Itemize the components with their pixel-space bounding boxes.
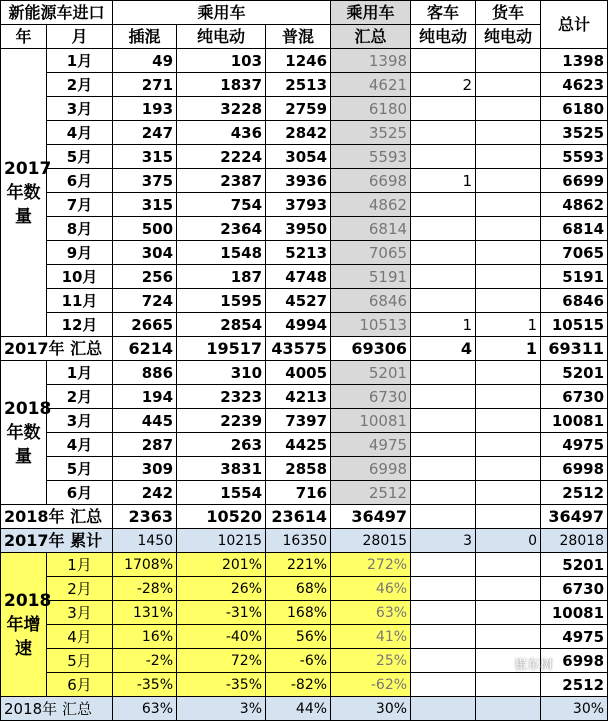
passenger-sum-cell: 4862 — [331, 193, 411, 217]
month-cell: 10月 — [47, 265, 113, 289]
table-row — [1, 97, 608, 121]
total-cell: 6730 — [541, 385, 608, 409]
total-cell: 6998 — [541, 457, 608, 481]
hev-cell: 43575 — [266, 337, 331, 361]
phev-cell: 1450 — [113, 529, 177, 553]
phev-cell: 6214 — [113, 337, 177, 361]
bus-cell: 4 — [411, 337, 476, 361]
passenger-sum-cell: 272% — [331, 553, 411, 577]
table-row — [1, 193, 608, 217]
passenger-sum-cell: 4621 — [331, 73, 411, 97]
bus-cell — [411, 289, 476, 313]
month-cell: 2月 — [47, 577, 113, 601]
total-cell: 2512 — [541, 673, 608, 697]
table-row — [1, 409, 608, 433]
phev-cell: 315 — [113, 193, 177, 217]
passenger-sum-cell: 5201 — [331, 361, 411, 385]
month-cell: 5月 — [47, 649, 113, 673]
passenger-sum-cell: 6698 — [331, 169, 411, 193]
month-cell: 5月 — [47, 457, 113, 481]
month-cell: 4月 — [47, 625, 113, 649]
passenger-sum-cell: 5191 — [331, 265, 411, 289]
header-passenger-sum: 乘用车 — [331, 1, 411, 25]
passenger-sum-cell: 28015 — [331, 529, 411, 553]
bev-cell: 2224 — [177, 145, 266, 169]
phev-cell: 193 — [113, 97, 177, 121]
passenger-sum-cell: 6998 — [331, 457, 411, 481]
truck-cell — [476, 289, 541, 313]
hev-cell: 1246 — [266, 49, 331, 73]
hev-cell: 3054 — [266, 145, 331, 169]
hev-cell: 221% — [266, 553, 331, 577]
hev-cell: 5213 — [266, 241, 331, 265]
table-row — [1, 145, 608, 169]
passenger-sum-cell: 3525 — [331, 121, 411, 145]
hev-cell: 56% — [266, 625, 331, 649]
table-row — [1, 49, 608, 73]
bus-cell — [411, 97, 476, 121]
truck-cell — [476, 433, 541, 457]
bus-cell — [411, 241, 476, 265]
phev-cell: 375 — [113, 169, 177, 193]
total-cell: 6730 — [541, 577, 608, 601]
bus-cell — [411, 385, 476, 409]
total-cell: 7065 — [541, 241, 608, 265]
month-cell: 1月 — [47, 361, 113, 385]
bev-cell: -31% — [177, 601, 266, 625]
truck-cell — [476, 121, 541, 145]
header-title: 新能源车进口 — [1, 1, 113, 25]
header-bev: 纯电动 — [177, 25, 266, 49]
table-row — [1, 385, 608, 409]
month-cell: 4月 — [47, 121, 113, 145]
hev-cell: 2842 — [266, 121, 331, 145]
summary-row — [1, 529, 608, 553]
hev-cell: 23614 — [266, 505, 331, 529]
bus-cell — [411, 601, 476, 625]
passenger-sum-cell: 10513 — [331, 313, 411, 337]
phev-cell: 309 — [113, 457, 177, 481]
passenger-sum-cell: 69306 — [331, 337, 411, 361]
hev-cell: 2759 — [266, 97, 331, 121]
phev-cell: 63% — [113, 697, 177, 721]
bev-cell: 2364 — [177, 217, 266, 241]
bus-cell — [411, 649, 476, 673]
truck-cell — [476, 553, 541, 577]
hev-cell: 4748 — [266, 265, 331, 289]
bev-cell: 2854 — [177, 313, 266, 337]
total-cell: 28018 — [541, 529, 608, 553]
truck-cell: 1 — [476, 313, 541, 337]
month-cell: 2月 — [47, 385, 113, 409]
month-cell: 3月 — [47, 409, 113, 433]
summary-row — [1, 505, 608, 529]
total-cell: 5201 — [541, 361, 608, 385]
bev-cell: 19517 — [177, 337, 266, 361]
total-cell: 3525 — [541, 121, 608, 145]
table-row — [1, 121, 608, 145]
phev-cell: 242 — [113, 481, 177, 505]
bus-cell: 1 — [411, 169, 476, 193]
summary-label: 2017年 累计 — [1, 529, 113, 553]
header-phev: 插混 — [113, 25, 177, 49]
table-row — [1, 265, 608, 289]
passenger-sum-cell: 7065 — [331, 241, 411, 265]
truck-cell — [476, 577, 541, 601]
table-row — [1, 553, 608, 577]
passenger-sum-cell: 6180 — [331, 97, 411, 121]
passenger-sum-cell: 1398 — [331, 49, 411, 73]
bev-cell: 263 — [177, 433, 266, 457]
truck-cell — [476, 145, 541, 169]
total-cell: 6846 — [541, 289, 608, 313]
bus-cell — [411, 145, 476, 169]
watermark: 崔东树 — [514, 658, 554, 673]
bus-cell — [411, 265, 476, 289]
phev-cell: 445 — [113, 409, 177, 433]
summary-row — [1, 697, 608, 721]
header-sum: 汇总 — [331, 25, 411, 49]
total-cell: 5191 — [541, 265, 608, 289]
summary-label: 2017年 汇总 — [1, 337, 113, 361]
bev-cell: 2387 — [177, 169, 266, 193]
bus-cell — [411, 673, 476, 697]
bev-cell: 10215 — [177, 529, 266, 553]
passenger-sum-cell: 6730 — [331, 385, 411, 409]
truck-cell: 0 — [476, 529, 541, 553]
truck-cell — [476, 409, 541, 433]
header-month: 月 — [47, 25, 113, 49]
passenger-sum-cell: 6846 — [331, 289, 411, 313]
header-passenger: 乘用车 — [113, 1, 331, 25]
passenger-sum-cell: 10081 — [331, 409, 411, 433]
phev-cell: 287 — [113, 433, 177, 457]
table-row — [1, 169, 608, 193]
table-row — [1, 241, 608, 265]
hev-cell: 716 — [266, 481, 331, 505]
hev-cell: -6% — [266, 649, 331, 673]
truck-cell — [476, 625, 541, 649]
truck-cell — [476, 601, 541, 625]
hev-cell: 4213 — [266, 385, 331, 409]
hev-cell: 2858 — [266, 457, 331, 481]
bus-cell — [411, 121, 476, 145]
month-cell: 4月 — [47, 433, 113, 457]
bus-cell — [411, 553, 476, 577]
bev-cell: -40% — [177, 625, 266, 649]
passenger-sum-cell: 25% — [331, 649, 411, 673]
phev-cell: 256 — [113, 265, 177, 289]
bev-cell: 1548 — [177, 241, 266, 265]
bev-cell: 26% — [177, 577, 266, 601]
phev-cell: 194 — [113, 385, 177, 409]
truck-cell — [476, 385, 541, 409]
total-cell: 69311 — [541, 337, 608, 361]
bev-cell: 72% — [177, 649, 266, 673]
phev-cell: 500 — [113, 217, 177, 241]
total-cell: 1398 — [541, 49, 608, 73]
year-group-label: 2018年增速 — [1, 553, 47, 697]
bev-cell: 310 — [177, 361, 266, 385]
month-cell: 2月 — [47, 73, 113, 97]
truck-cell — [476, 673, 541, 697]
hev-cell: 4425 — [266, 433, 331, 457]
phev-cell: 247 — [113, 121, 177, 145]
header-truck: 货车 — [476, 1, 541, 25]
total-cell: 4975 — [541, 433, 608, 457]
hev-cell: 44% — [266, 697, 331, 721]
month-cell: 5月 — [47, 145, 113, 169]
month-cell: 3月 — [47, 97, 113, 121]
table-row — [1, 673, 608, 697]
bev-cell: 2239 — [177, 409, 266, 433]
month-cell: 3月 — [47, 601, 113, 625]
passenger-sum-cell: 2512 — [331, 481, 411, 505]
header-bus-bev: 纯电动 — [411, 25, 476, 49]
bev-cell: 1595 — [177, 289, 266, 313]
total-cell: 2512 — [541, 481, 608, 505]
passenger-sum-cell: 46% — [331, 577, 411, 601]
truck-cell — [476, 49, 541, 73]
total-cell: 10081 — [541, 409, 608, 433]
hev-cell: 4994 — [266, 313, 331, 337]
hev-cell: 168% — [266, 601, 331, 625]
bev-cell: 1837 — [177, 73, 266, 97]
summary-label: 2018年 汇总 — [1, 697, 113, 721]
total-cell: 5593 — [541, 145, 608, 169]
phev-cell: -35% — [113, 673, 177, 697]
passenger-sum-cell: 30% — [331, 697, 411, 721]
bus-cell: 2 — [411, 73, 476, 97]
month-cell: 12月 — [47, 313, 113, 337]
total-cell: 5201 — [541, 553, 608, 577]
table-row — [1, 577, 608, 601]
bus-cell — [411, 577, 476, 601]
phev-cell: 1708% — [113, 553, 177, 577]
hev-cell: 2513 — [266, 73, 331, 97]
hev-cell: 16350 — [266, 529, 331, 553]
month-cell: 1月 — [47, 49, 113, 73]
bev-cell: -35% — [177, 673, 266, 697]
bus-cell — [411, 697, 476, 721]
month-cell: 9月 — [47, 241, 113, 265]
table-row — [1, 313, 608, 337]
phev-cell: 131% — [113, 601, 177, 625]
truck-cell — [476, 241, 541, 265]
hev-cell: 68% — [266, 577, 331, 601]
total-cell: 6814 — [541, 217, 608, 241]
table-row — [1, 361, 608, 385]
hev-cell: 3936 — [266, 169, 331, 193]
phev-cell: 49 — [113, 49, 177, 73]
phev-cell: 304 — [113, 241, 177, 265]
table-row — [1, 217, 608, 241]
header-truck-bev: 纯电动 — [476, 25, 541, 49]
total-cell: 4862 — [541, 193, 608, 217]
month-cell: 8月 — [47, 217, 113, 241]
truck-cell — [476, 457, 541, 481]
hev-cell: 3793 — [266, 193, 331, 217]
bev-cell: 3228 — [177, 97, 266, 121]
truck-cell — [476, 169, 541, 193]
bus-cell — [411, 457, 476, 481]
bev-cell: 10520 — [177, 505, 266, 529]
month-cell: 6月 — [47, 673, 113, 697]
hev-cell: -82% — [266, 673, 331, 697]
month-cell: 6月 — [47, 169, 113, 193]
bus-cell — [411, 217, 476, 241]
bus-cell — [411, 505, 476, 529]
phev-cell: 886 — [113, 361, 177, 385]
header-bus: 客车 — [411, 1, 476, 25]
hev-cell: 4005 — [266, 361, 331, 385]
summary-row — [1, 337, 608, 361]
total-cell: 6699 — [541, 169, 608, 193]
truck-cell — [476, 193, 541, 217]
month-cell: 11月 — [47, 289, 113, 313]
bus-cell — [411, 49, 476, 73]
phev-cell: 271 — [113, 73, 177, 97]
phev-cell: 16% — [113, 625, 177, 649]
header-total: 总计 — [541, 1, 608, 49]
total-cell: 10081 — [541, 601, 608, 625]
total-cell: 6998 — [541, 649, 608, 673]
bev-cell: 3831 — [177, 457, 266, 481]
passenger-sum-cell: 63% — [331, 601, 411, 625]
total-cell: 30% — [541, 697, 608, 721]
hev-cell: 4527 — [266, 289, 331, 313]
table-row — [1, 481, 608, 505]
total-cell: 10515 — [541, 313, 608, 337]
year-group-label: 2018年数量 — [1, 361, 47, 505]
phev-cell: 315 — [113, 145, 177, 169]
bev-cell: 187 — [177, 265, 266, 289]
truck-cell — [476, 505, 541, 529]
bus-cell — [411, 409, 476, 433]
phev-cell: -28% — [113, 577, 177, 601]
passenger-sum-cell: 4975 — [331, 433, 411, 457]
bus-cell: 1 — [411, 313, 476, 337]
bev-cell: 103 — [177, 49, 266, 73]
truck-cell — [476, 97, 541, 121]
table-row — [1, 73, 608, 97]
bev-cell: 754 — [177, 193, 266, 217]
phev-cell: 724 — [113, 289, 177, 313]
year-group-label: 2017年数量 — [1, 49, 47, 337]
bev-cell: 2323 — [177, 385, 266, 409]
truck-cell — [476, 73, 541, 97]
bev-cell: 1554 — [177, 481, 266, 505]
passenger-sum-cell: 5593 — [331, 145, 411, 169]
passenger-sum-cell: 41% — [331, 625, 411, 649]
bev-cell: 436 — [177, 121, 266, 145]
total-cell: 6180 — [541, 97, 608, 121]
table-row — [1, 457, 608, 481]
month-cell: 1月 — [47, 553, 113, 577]
truck-cell — [476, 361, 541, 385]
passenger-sum-cell: -62% — [331, 673, 411, 697]
truck-cell — [476, 481, 541, 505]
phev-cell: -2% — [113, 649, 177, 673]
month-cell: 6月 — [47, 481, 113, 505]
bus-cell — [411, 433, 476, 457]
bus-cell — [411, 193, 476, 217]
total-cell: 4975 — [541, 625, 608, 649]
bus-cell — [411, 481, 476, 505]
hev-cell: 3950 — [266, 217, 331, 241]
truck-cell — [476, 265, 541, 289]
bev-cell: 201% — [177, 553, 266, 577]
passenger-sum-cell: 36497 — [331, 505, 411, 529]
table-row — [1, 433, 608, 457]
month-cell: 7月 — [47, 193, 113, 217]
header-hev: 普混 — [266, 25, 331, 49]
summary-label: 2018年 汇总 — [1, 505, 113, 529]
table-row — [1, 625, 608, 649]
header-year: 年 — [1, 25, 47, 49]
table-row — [1, 289, 608, 313]
bev-cell: 3% — [177, 697, 266, 721]
phev-cell: 2665 — [113, 313, 177, 337]
table-row — [1, 601, 608, 625]
phev-cell: 2363 — [113, 505, 177, 529]
passenger-sum-cell: 6814 — [331, 217, 411, 241]
bus-cell: 3 — [411, 529, 476, 553]
hev-cell: 7397 — [266, 409, 331, 433]
truck-cell: 1 — [476, 337, 541, 361]
bus-cell — [411, 625, 476, 649]
truck-cell — [476, 217, 541, 241]
total-cell: 4623 — [541, 73, 608, 97]
bus-cell — [411, 361, 476, 385]
truck-cell — [476, 697, 541, 721]
total-cell: 36497 — [541, 505, 608, 529]
